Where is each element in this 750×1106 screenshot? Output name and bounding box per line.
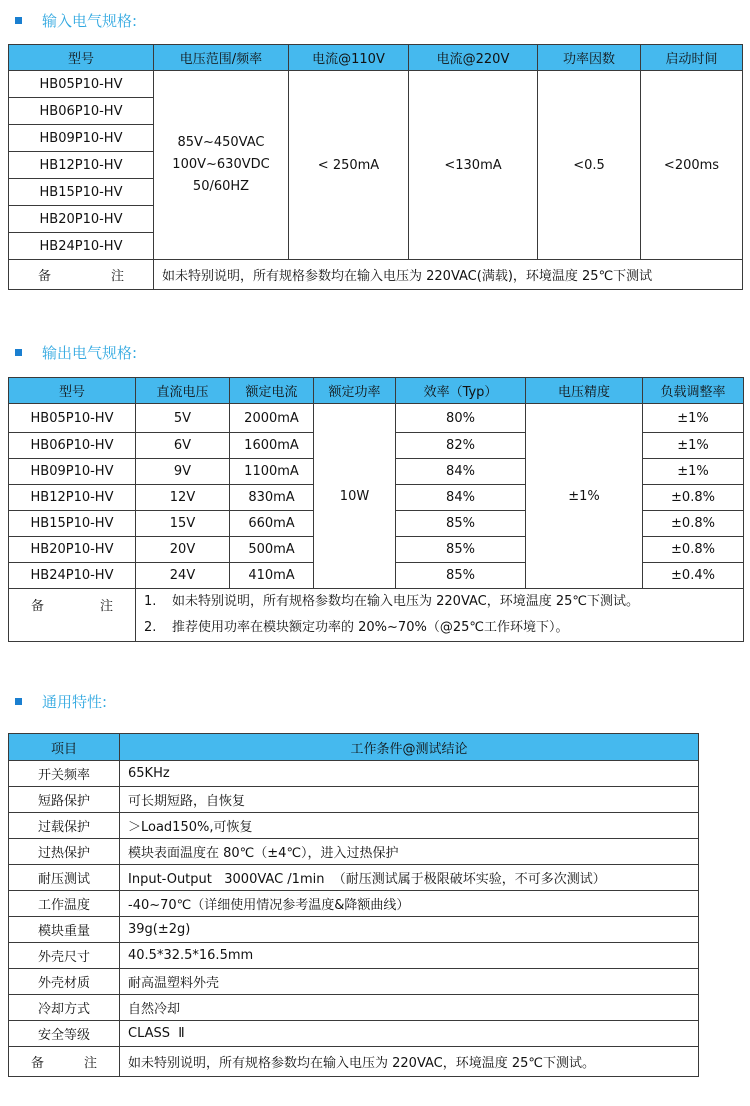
table-row [9,917,699,943]
voltage-cell: 9V [136,459,230,485]
model-cell: HB12P10-HV [9,485,136,511]
model-cell: HB09P10-HV [9,125,154,152]
table-row [9,969,699,995]
header-cell: 项目 [9,734,120,761]
item-cell: 模块重量 [9,917,120,943]
current-cell: 660mA [230,511,314,537]
square-bullet-icon [15,349,22,356]
note-text: 如未特别说明，所有规格参数均在输入电压为 220VAC(满载)，环境温度 25℃下测试 [154,260,743,290]
voltage-cell: 15V [136,511,230,537]
voltage-cell: 6V [136,433,230,459]
voltage-accuracy-cell: ±1% [526,404,643,589]
efficiency-cell: 85% [396,563,526,589]
header-cell: 电流@220V [409,45,538,71]
rated-power-cell: 10W [314,404,396,589]
note-label: 备 注 [9,1047,120,1077]
output-section-title: 输出电气规格: [0,340,137,364]
efficiency-cell: 80% [396,404,526,433]
item-cell: 耐压测试 [9,865,120,891]
voltage-cell: 12V [136,485,230,511]
header-cell: 效率（Typ） [396,378,526,404]
note-text: 推荐使用功率在模块额定功率的 20%~70%（@25℃工作环境下）。 [172,620,569,635]
voltage-cell: 20V [136,537,230,563]
value-cell: 可长期短路，自恢复 [120,787,699,813]
load-reg-cell: ±1% [643,433,744,459]
header-cell: 工作条件@测试结论 [120,734,699,761]
voltage-line: 100V~630VDC [172,157,270,172]
voltage-cell: 5V [136,404,230,433]
header-cell: 额定电流 [230,378,314,404]
notes-list [136,589,744,642]
load-reg-cell: ±0.4% [643,563,744,589]
current-cell: 410mA [230,563,314,589]
header-cell: 负载调整率 [643,378,744,404]
model-cell: HB20P10-HV [9,537,136,563]
value-cell: CLASS Ⅱ [120,1021,699,1047]
item-cell: 工作温度 [9,891,120,917]
note-row [9,589,744,642]
current-cell: 1100mA [230,459,314,485]
model-cell: HB15P10-HV [9,511,136,537]
item-cell: 开关频率 [9,761,120,787]
note-row [9,1047,699,1077]
voltage-line: 85V~450VAC [177,135,265,150]
item-cell: 过载保护 [9,813,120,839]
value-cell: ＞Load150%,可恢复 [120,813,699,839]
header-cell: 功率因数 [538,45,641,71]
table-header-row [9,734,699,761]
square-bullet-icon [15,17,22,24]
current-cell: 2000mA [230,404,314,433]
value-cell: 模块表面温度在 80℃（±4℃），进入过热保护 [120,839,699,865]
note-text: 如未特别说明，所有规格参数均在输入电压为 220VAC，环境温度 25℃下测试。 [172,594,640,609]
item-cell: 短路保护 [9,787,120,813]
value-cell: -40~70℃（详细使用情况参考温度&降额曲线） [120,891,699,917]
note-row [9,260,743,290]
efficiency-cell: 82% [396,433,526,459]
output-spec-table [8,377,744,642]
note-number: 1. [144,594,157,609]
note-label: 备 注 [9,260,154,290]
model-cell: HB20P10-HV [9,206,154,233]
input-spec-table [8,44,743,290]
voltage-cell: 24V [136,563,230,589]
table-row [9,71,743,98]
header-cell: 额定功率 [314,378,396,404]
model-cell: HB12P10-HV [9,152,154,179]
table-row [9,839,699,865]
square-bullet-icon [15,698,22,705]
item-cell: 冷却方式 [9,995,120,1021]
value-cell: 40.5*32.5*16.5mm [120,943,699,969]
note-item [136,615,743,641]
header-cell: 电压精度 [526,378,643,404]
value-cell: Input-Output 3000VAC /1min （耐压测试属于极限破坏实验，不可多次测试） [120,865,699,891]
table-row [9,404,744,433]
model-cell: HB15P10-HV [9,179,154,206]
note-label: 备 注 [9,589,136,642]
note-item [136,589,743,615]
load-reg-cell: ±0.8% [643,511,744,537]
voltage-range-cell [154,71,289,260]
table-row [9,761,699,787]
note-number: 2. [144,620,157,635]
startup-time-cell: <200ms [641,71,743,260]
table-row [9,943,699,969]
input-section-title: 输入电气规格: [0,8,137,32]
general-section-title: 通用特性: [0,689,107,713]
item-cell: 过热保护 [9,839,120,865]
header-cell: 型号 [9,378,136,404]
efficiency-cell: 85% [396,511,526,537]
value-cell: 65KHz [120,761,699,787]
item-cell: 安全等级 [9,1021,120,1047]
load-reg-cell: ±0.8% [643,537,744,563]
load-reg-cell: ±1% [643,404,744,433]
power-factor-cell: <0.5 [538,71,641,260]
general-spec-table [8,733,699,1077]
header-cell: 电流@110V [289,45,409,71]
model-cell: HB06P10-HV [9,98,154,125]
item-cell: 外壳材质 [9,969,120,995]
table-row [9,813,699,839]
efficiency-cell: 85% [396,537,526,563]
model-cell: HB06P10-HV [9,433,136,459]
table-row [9,787,699,813]
table-header-row [9,378,744,404]
model-cell: HB24P10-HV [9,233,154,260]
table-row [9,1021,699,1047]
table-row [9,891,699,917]
current-cell: 830mA [230,485,314,511]
note-text: 如未特别说明，所有规格参数均在输入电压为 220VAC，环境温度 25℃下测试。 [120,1047,699,1077]
header-cell: 直流电压 [136,378,230,404]
item-cell: 外壳尺寸 [9,943,120,969]
efficiency-cell: 84% [396,459,526,485]
model-cell: HB24P10-HV [9,563,136,589]
current-220-cell: <130mA [409,71,538,260]
value-cell: 自然冷却 [120,995,699,1021]
table-row [9,995,699,1021]
header-cell: 型号 [9,45,154,71]
current-110-cell: < 250mA [289,71,409,260]
header-cell: 启动时间 [641,45,743,71]
voltage-line: 50/60HZ [192,179,250,194]
efficiency-cell: 84% [396,485,526,511]
header-cell: 电压范围/频率 [154,45,289,71]
current-cell: 500mA [230,537,314,563]
model-cell: HB09P10-HV [9,459,136,485]
table-header-row [9,45,743,71]
value-cell: 耐高温塑料外壳 [120,969,699,995]
value-cell: 39g(±2g) [120,917,699,943]
load-reg-cell: ±0.8% [643,485,744,511]
model-cell: HB05P10-HV [9,404,136,433]
table-row [9,865,699,891]
current-cell: 1600mA [230,433,314,459]
load-reg-cell: ±1% [643,459,744,485]
model-cell: HB05P10-HV [9,71,154,98]
